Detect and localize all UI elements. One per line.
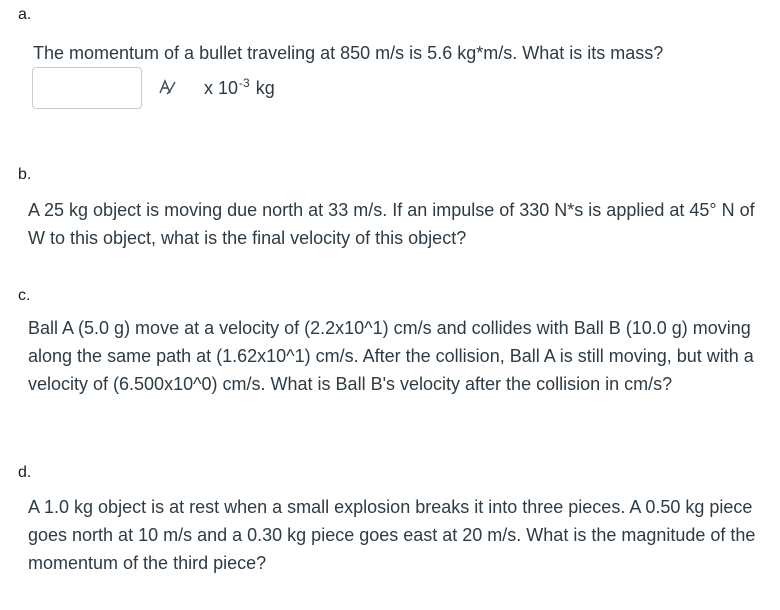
unit-exponent: -3: [239, 75, 250, 90]
unit-suffix: kg: [255, 77, 275, 98]
question-d-text: A 1.0 kg object is at rest when a small explosion breaks it into three pieces. A 0.50 kg piece goes north at 10 m/s and a 0.30 kg piece goes east at 20 m/s. What is the magnitude of the momentum of the third piece?: [28, 497, 756, 573]
part-d-label: d.: [18, 464, 32, 481]
question-a-text: The momentum of a bullet traveling at 850 m/s is 5.6 kg*m/s. What is its mass?: [33, 43, 664, 63]
part-c-label: c.: [18, 287, 31, 304]
part-b-label: b.: [18, 166, 32, 183]
answer-unit: [204, 75, 275, 99]
question-b-text: A 25 kg object is moving due north at 33 m/s. If an impulse of 330 N*s is applied at 45° N of W to this object, what is the final velocity of this object?: [28, 200, 755, 248]
answer-row-a: [32, 66, 275, 110]
part-a-label: a.: [18, 6, 32, 23]
math-equation-icon[interactable]: [158, 78, 178, 98]
question-c-text: Ball A (5.0 g) move at a velocity of (2.2x10^1) cm/s and collides with Ball B (10.0 g) moving along the same path at (1.62x10^1) cm/s. After the collision, Ball A is still moving, but with a velocity of (6.500x10^0) cm/s. What is Ball B's velocity after the collision in cm/s?: [28, 318, 754, 394]
answer-input-a[interactable]: [32, 67, 142, 109]
unit-prefix: x 10: [204, 77, 239, 98]
